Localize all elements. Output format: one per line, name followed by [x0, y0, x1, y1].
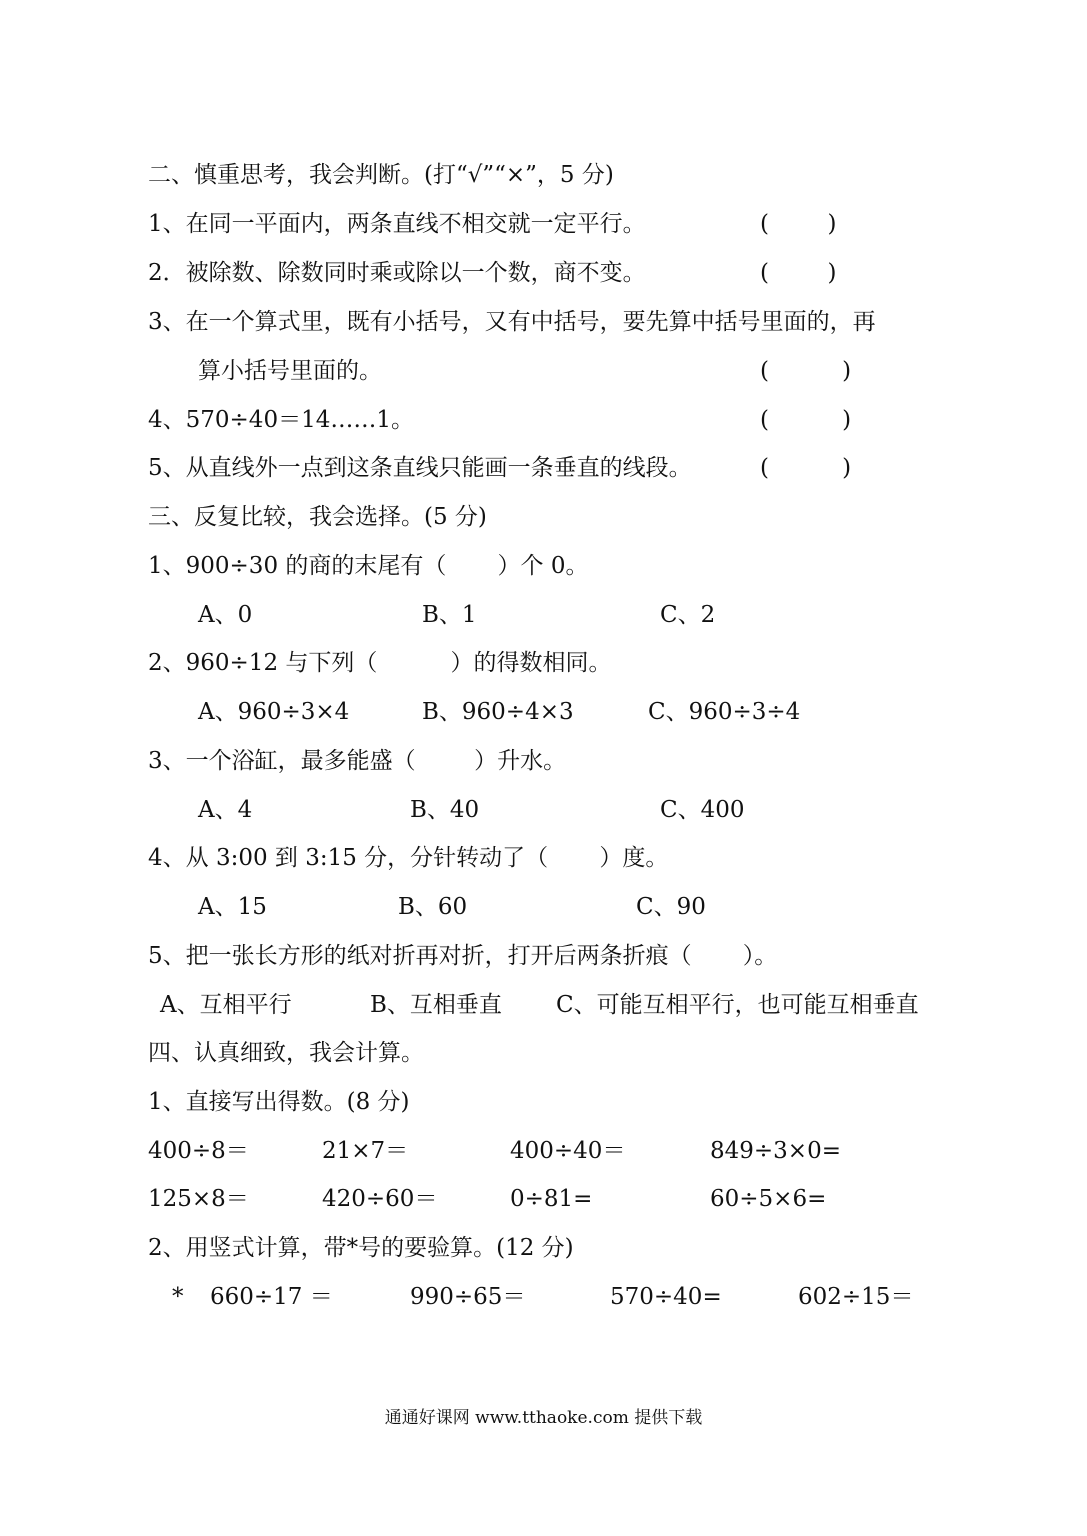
footer-source: 通通好课网 www.tthaoke.com 提供下载: [384, 1408, 703, 1428]
judge-answer-4[interactable]: ( ): [760, 407, 852, 433]
section4-title: 四、认真细致，我会计算。: [148, 1040, 424, 1066]
judge-item-4: 4、570÷40＝14……1。: [148, 407, 414, 433]
section3-title: 三、反复比较，我会选择。(5 分): [148, 504, 487, 530]
choice-2-option-c[interactable]: C、960÷3÷4: [648, 699, 801, 725]
choice-3-option-c[interactable]: C、400: [660, 797, 745, 823]
section4-part1-title: 1、直接写出得数。(8 分): [148, 1089, 410, 1115]
judge-item-5: 5、从直线外一点到这条直线只能画一条垂直的线段。: [148, 455, 692, 481]
choice-4-option-a[interactable]: A、15: [198, 894, 267, 920]
vertical-calc-1: 660÷17 ＝: [210, 1284, 333, 1310]
choice-3-option-b[interactable]: B、40: [410, 797, 480, 823]
choice-question-5: 5、把一张长方形的纸对折再对折，打开后两条折痕（ ）。: [148, 943, 778, 969]
judge-answer-5[interactable]: ( ): [760, 455, 852, 481]
mental-calc-5: 125×8＝: [148, 1186, 249, 1212]
choice-question-4: 4、从 3:00 到 3:15 分，分针转动了（ ）度。: [148, 845, 669, 871]
judge-item-3: 3、在一个算式里，既有小括号，又有中括号，要先算中括号里面的，再: [148, 309, 876, 335]
choice-3-option-a[interactable]: A、4: [198, 797, 253, 823]
mental-calc-3: 400÷40＝: [510, 1138, 626, 1164]
judge-answer-3[interactable]: ( ): [760, 358, 852, 384]
choice-1-option-b[interactable]: B、1: [422, 602, 477, 628]
judge-item-2: 2．被除数、除数同时乘或除以一个数，商不变。: [148, 260, 646, 286]
judge-item-1: 1、在同一平面内，两条直线不相交就一定平行。: [148, 211, 646, 237]
choice-5-option-a[interactable]: A、互相平行: [160, 992, 292, 1018]
vertical-calc-3: 570÷40=: [610, 1284, 722, 1310]
mental-calc-4: 849÷3×0=: [710, 1138, 841, 1164]
choice-5-option-b[interactable]: B、互相垂直: [370, 992, 502, 1018]
judge-answer-2[interactable]: ( ): [760, 260, 837, 286]
section2-title: 二、慎重思考，我会判断。(打“√”“×”，5 分): [148, 162, 614, 188]
choice-4-option-c[interactable]: C、90: [636, 894, 706, 920]
mental-calc-6: 420÷60＝: [322, 1186, 438, 1212]
choice-5-option-c[interactable]: C、可能互相平行，也可能互相垂直: [556, 992, 919, 1018]
choice-1-option-a[interactable]: A、0: [198, 602, 253, 628]
choice-question-2: 2、960÷12 与下列（ ）的得数相同。: [148, 650, 612, 676]
mental-calc-2: 21×7＝: [322, 1138, 409, 1164]
choice-4-option-b[interactable]: B、60: [398, 894, 468, 920]
choice-2-option-a[interactable]: A、960÷3×4: [198, 699, 350, 725]
vertical-calc-2: 990÷65＝: [410, 1284, 526, 1310]
choice-2-option-b[interactable]: B、960÷4×3: [422, 699, 574, 725]
mental-calc-8: 60÷5×6=: [710, 1186, 827, 1212]
vertical-calc-4: 602÷15＝: [798, 1284, 914, 1310]
mental-calc-1: 400÷8＝: [148, 1138, 249, 1164]
verify-star-mark: *: [172, 1284, 184, 1310]
judge-answer-1[interactable]: ( ): [760, 211, 837, 237]
judge-item-3-continued: 算小括号里面的。: [198, 358, 382, 384]
choice-question-3: 3、一个浴缸，最多能盛（ ）升水。: [148, 748, 567, 774]
mental-calc-7: 0÷81=: [510, 1186, 593, 1212]
choice-1-option-c[interactable]: C、2: [660, 602, 716, 628]
choice-question-1: 1、900÷30 的商的末尾有（ ）个 0。: [148, 553, 589, 579]
section4-part2-title: 2、用竖式计算，带*号的要验算。(12 分): [148, 1235, 574, 1261]
